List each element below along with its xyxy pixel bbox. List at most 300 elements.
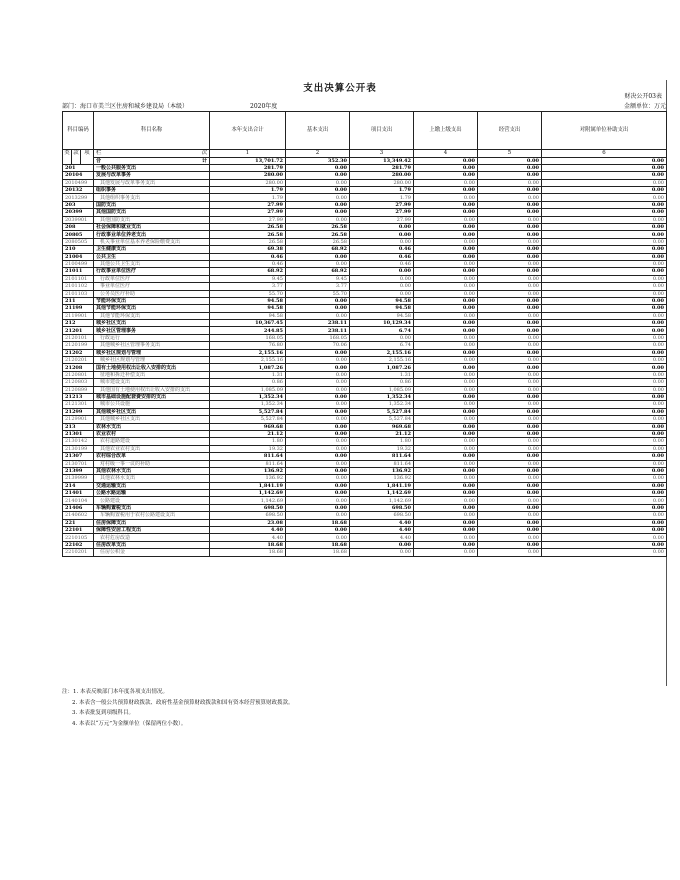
row-value: 27.99	[350, 209, 414, 216]
row-value: 0.00	[542, 179, 667, 186]
total-value: 0.00	[542, 157, 667, 164]
row-value: 0.86	[350, 379, 414, 386]
row-value: 0.00	[286, 187, 350, 194]
row-value: 0.00	[542, 423, 667, 430]
table-row	[63, 312, 667, 319]
row-value: 0.00	[542, 430, 667, 437]
row-value: 0.00	[286, 490, 350, 497]
row-value: 0.00	[350, 275, 414, 282]
row-value: 0.00	[414, 423, 478, 430]
row-value: 1.79	[210, 194, 286, 201]
row-value: 0.00	[414, 342, 478, 349]
row-value: 0.00	[542, 497, 667, 504]
row-value: 0.00	[414, 334, 478, 341]
row-value: 18.68	[210, 549, 286, 556]
row-code: 21307	[63, 453, 94, 460]
row-value: 27.99	[350, 201, 414, 208]
total-ji: 计	[201, 157, 207, 164]
row-value: 0.00	[542, 268, 667, 275]
row-value: 18.68	[286, 549, 350, 556]
row-value: 0.00	[350, 541, 414, 548]
row-value: 0.00	[542, 364, 667, 371]
row-value: 0.00	[414, 260, 478, 267]
index-5: 5	[478, 150, 542, 158]
row-value: 0.00	[542, 386, 667, 393]
row-value: 1.80	[350, 438, 414, 445]
row-value: 0.00	[414, 268, 478, 275]
row-value: 0.00	[478, 194, 542, 201]
row-name: 住房改革支出	[94, 541, 210, 548]
row-value: 0.00	[542, 320, 667, 327]
row-value: 76.80	[210, 342, 286, 349]
row-name: 其他公共卫生支出	[94, 260, 210, 267]
row-name: 节能环保支出	[94, 297, 210, 304]
table-row	[63, 364, 667, 371]
row-value: 0.00	[478, 475, 542, 482]
row-value: 280.00	[350, 179, 414, 186]
table-row	[63, 371, 667, 378]
row-value: 19.32	[210, 445, 286, 452]
row-value: 0.00	[542, 371, 667, 378]
row-value: 811.64	[210, 460, 286, 467]
row-value: 0.00	[350, 268, 414, 275]
row-value: 238.11	[286, 327, 350, 334]
row-value: 136.92	[210, 467, 286, 474]
row-value: 0.00	[478, 179, 542, 186]
row-value: 0.00	[414, 453, 478, 460]
row-value: 0.00	[478, 453, 542, 460]
row-value: 0.00	[286, 401, 350, 408]
row-value: 0.00	[286, 194, 350, 201]
sub-xiang: 项	[81, 150, 94, 165]
row-value: 1,841.19	[210, 482, 286, 489]
row-value: 0.00	[478, 201, 542, 208]
row-value: 1.79	[350, 187, 414, 194]
table-row	[63, 305, 667, 312]
row-value: 0.00	[414, 549, 478, 556]
row-value: 21.12	[210, 430, 286, 437]
row-code: 2119901	[63, 312, 94, 319]
table-row	[63, 504, 667, 511]
row-name: 其他农林水支出	[94, 467, 210, 474]
row-value: 23.08	[210, 519, 286, 526]
row-code: 2139999	[63, 475, 94, 482]
row-value: 0.00	[542, 194, 667, 201]
row-value: 0.00	[478, 460, 542, 467]
table-row	[63, 527, 667, 534]
table-row	[63, 327, 667, 334]
row-value: 0.00	[542, 231, 667, 238]
row-name: 事业单位医疗	[94, 283, 210, 290]
row-value: 10,367.45	[210, 320, 286, 327]
row-value: 5,527.84	[350, 408, 414, 415]
row-value: 0.00	[350, 238, 414, 245]
row-value: 18.68	[286, 519, 350, 526]
row-name: 社会保障和就业支出	[94, 224, 210, 231]
row-code: 21299	[63, 408, 94, 415]
row-value: 0.00	[478, 172, 542, 179]
row-value: 0.00	[414, 379, 478, 386]
table-row	[63, 497, 667, 504]
row-value: 0.00	[414, 194, 478, 201]
row-value: 0.00	[414, 504, 478, 511]
row-value: 0.00	[286, 371, 350, 378]
row-value: 0.00	[414, 534, 478, 541]
row-value: 0.00	[414, 497, 478, 504]
row-code: 20805	[63, 231, 94, 238]
row-value: 168.05	[210, 334, 286, 341]
row-code: 21401	[63, 490, 94, 497]
row-value: 1.31	[210, 371, 286, 378]
row-value: 6.74	[350, 342, 414, 349]
row-value: 1,841.19	[350, 482, 414, 489]
total-row	[63, 157, 667, 164]
row-value: 0.00	[478, 320, 542, 327]
row-value: 0.00	[414, 224, 478, 231]
row-value: 0.00	[478, 534, 542, 541]
total-label	[94, 157, 210, 164]
row-code: 2080505	[63, 238, 94, 245]
row-value: 0.00	[478, 527, 542, 534]
row-code: 20104	[63, 172, 94, 179]
row-value: 0.00	[286, 475, 350, 482]
row-code: 203	[63, 201, 94, 208]
table-row	[63, 475, 667, 482]
table-row	[63, 541, 667, 548]
row-value: 0.00	[414, 349, 478, 356]
row-name: 征地和拆迁补偿支出	[94, 371, 210, 378]
row-value: 0.00	[478, 357, 542, 364]
row-value: 0.46	[350, 260, 414, 267]
row-code: 2120199	[63, 342, 94, 349]
row-value: 0.00	[414, 209, 478, 216]
index-row	[63, 150, 667, 158]
row-name: 其他农业农村支出	[94, 445, 210, 452]
row-value: 0.00	[414, 482, 478, 489]
row-value: 0.00	[414, 438, 478, 445]
row-value: 2,155.16	[350, 349, 414, 356]
row-name: 车辆购置税支出	[94, 504, 210, 511]
row-name: 行政事业单位医疗	[94, 268, 210, 275]
row-value: 0.00	[478, 482, 542, 489]
total-value: 0.00	[478, 157, 542, 164]
row-name: 发展与改革事务	[94, 172, 210, 179]
row-value: 0.00	[286, 423, 350, 430]
row-value: 27.99	[210, 209, 286, 216]
table-row	[63, 453, 667, 460]
row-value: 0.00	[478, 260, 542, 267]
row-value: 0.00	[542, 290, 667, 297]
row-value: 0.00	[350, 290, 414, 297]
row-value: 94.58	[350, 312, 414, 319]
row-value: 26.58	[210, 238, 286, 245]
row-code: 208	[63, 224, 94, 231]
header-subsidy: 对附属单位补助支出	[542, 112, 667, 150]
row-value: 0.00	[478, 290, 542, 297]
note-3: 3. 本表批复到项级科目。	[72, 710, 134, 716]
row-code: 22102	[63, 541, 94, 548]
row-value: 0.00	[478, 401, 542, 408]
row-value: 4.40	[350, 519, 414, 526]
row-value: 1,087.26	[210, 364, 286, 371]
row-name: 保障性安居工程支出	[94, 527, 210, 534]
table-row	[63, 290, 667, 297]
row-value: 1,352.34	[350, 394, 414, 401]
row-value: 0.00	[478, 379, 542, 386]
row-code: 2101103	[63, 290, 94, 297]
index-2: 2	[286, 150, 350, 158]
row-value: 0.00	[542, 283, 667, 290]
row-value: 0.46	[350, 246, 414, 253]
row-code: 2140104	[63, 497, 94, 504]
row-code: 21406	[63, 504, 94, 511]
table-row	[63, 394, 667, 401]
row-value: 2,155.16	[210, 349, 286, 356]
row-value: 0.00	[286, 312, 350, 319]
row-name: 农村道路建设	[94, 438, 210, 445]
header-remit: 上缴上级支出	[414, 112, 478, 150]
form-code: 财决公开03表	[624, 93, 662, 100]
sub-lei: 类	[63, 150, 72, 165]
row-value: 168.05	[286, 334, 350, 341]
row-name: 城市基础设施配套费安排的支出	[94, 394, 210, 401]
total-value: 352.30	[286, 157, 350, 164]
row-value: 27.99	[210, 201, 286, 208]
row-name: 行政单位医疗	[94, 275, 210, 282]
table-row	[63, 512, 667, 519]
row-value: 0.00	[414, 327, 478, 334]
row-code: 2129901	[63, 416, 94, 423]
table-row	[63, 172, 667, 179]
table-row	[63, 283, 667, 290]
row-value: 698.50	[210, 504, 286, 511]
table-row	[63, 260, 667, 267]
row-name: 其他城乡社区支出	[94, 416, 210, 423]
row-code: 20132	[63, 187, 94, 194]
row-value: 0.00	[542, 541, 667, 548]
row-value: 0.00	[542, 534, 667, 541]
row-value: 0.00	[478, 497, 542, 504]
row-value: 0.00	[286, 534, 350, 541]
row-value: 244.85	[210, 327, 286, 334]
row-value: 0.00	[542, 438, 667, 445]
header-operating: 经营支出	[478, 112, 542, 150]
row-value: 0.00	[542, 445, 667, 452]
row-code: 2013299	[63, 194, 94, 201]
row-value: 0.00	[478, 216, 542, 223]
row-value: 0.00	[542, 460, 667, 467]
row-name: 城市公共设施	[94, 401, 210, 408]
row-name: 卫生健康支出	[94, 246, 210, 253]
row-value: 3.77	[286, 283, 350, 290]
row-value: 0.00	[542, 394, 667, 401]
row-value: 0.00	[286, 216, 350, 223]
row-value: 0.00	[286, 209, 350, 216]
row-name: 农业农村	[94, 430, 210, 437]
row-value: 0.00	[414, 187, 478, 194]
row-value: 0.00	[542, 305, 667, 312]
row-value: 0.00	[478, 253, 542, 260]
row-code: 21011	[63, 268, 94, 275]
row-value: 0.00	[542, 275, 667, 282]
row-code: 2140602	[63, 512, 94, 519]
table-row	[63, 423, 667, 430]
row-value: 0.00	[414, 179, 478, 186]
row-value: 0.00	[542, 164, 667, 171]
row-code: 21399	[63, 467, 94, 474]
row-value: 1,352.34	[210, 401, 286, 408]
row-value: 0.00	[478, 364, 542, 371]
row-value: 3.77	[210, 283, 286, 290]
row-name: 住房保障支出	[94, 519, 210, 526]
table-row	[63, 224, 667, 231]
row-value: 0.00	[478, 164, 542, 171]
row-value: 0.00	[414, 290, 478, 297]
row-name: 公共卫生	[94, 253, 210, 260]
row-name: 行政事业单位养老支出	[94, 231, 210, 238]
row-value: 0.00	[542, 527, 667, 534]
row-value: 0.00	[542, 379, 667, 386]
row-value: 0.00	[478, 334, 542, 341]
row-value: 68.92	[286, 268, 350, 275]
index-4: 4	[414, 150, 478, 158]
row-value: 0.00	[286, 349, 350, 356]
row-value: 238.11	[286, 320, 350, 327]
row-value: 0.00	[414, 246, 478, 253]
row-value: 1,085.09	[210, 386, 286, 393]
row-name: 交通运输支出	[94, 482, 210, 489]
row-value: 5,527.84	[350, 416, 414, 423]
row-value: 0.00	[542, 327, 667, 334]
row-value: 69.38	[210, 246, 286, 253]
row-value: 0.00	[414, 201, 478, 208]
row-code: 201	[63, 164, 94, 171]
row-value: 136.92	[350, 475, 414, 482]
row-value: 0.00	[478, 275, 542, 282]
row-code: 2210105	[63, 534, 94, 541]
department-name: 部门：海口市美兰区住房和城乡建设局（本级）	[62, 103, 189, 110]
index-label	[94, 150, 210, 158]
row-value: 0.00	[478, 297, 542, 304]
row-value: 0.00	[414, 394, 478, 401]
row-value: 281.79	[210, 164, 286, 171]
row-value: 0.00	[542, 349, 667, 356]
row-code: 211	[63, 297, 94, 304]
row-value: 0.00	[414, 475, 478, 482]
row-value: 280.00	[210, 172, 286, 179]
row-value: 136.92	[350, 467, 414, 474]
amount-unit: 金额单位：万元	[623, 103, 666, 110]
row-code: 21004	[63, 253, 94, 260]
row-value: 0.00	[286, 527, 350, 534]
row-code: 20399	[63, 209, 94, 216]
row-code: 213	[63, 423, 94, 430]
row-value: 0.00	[542, 475, 667, 482]
table-row	[63, 216, 667, 223]
row-value: 0.00	[414, 371, 478, 378]
row-value: 0.00	[478, 187, 542, 194]
row-value: 1,142.69	[210, 490, 286, 497]
row-value: 0.00	[478, 394, 542, 401]
row-value: 0.00	[414, 283, 478, 290]
row-value: 280.00	[350, 172, 414, 179]
row-code: 2210201	[63, 549, 94, 556]
row-value: 811.64	[350, 453, 414, 460]
row-value: 0.00	[286, 416, 350, 423]
row-name: 其他节能环保支出	[94, 305, 210, 312]
row-value: 0.00	[286, 438, 350, 445]
row-value: 94.58	[350, 297, 414, 304]
row-name: 国有土地使用权出让收入安排的支出	[94, 364, 210, 371]
header-total: 本年支出合计	[210, 112, 286, 150]
row-value: 698.50	[210, 512, 286, 519]
table-row	[63, 268, 667, 275]
row-name: 对村级一事一议的补助	[94, 460, 210, 467]
row-value: 0.00	[414, 216, 478, 223]
row-value: 0.00	[542, 519, 667, 526]
row-value: 0.00	[542, 260, 667, 267]
table-row	[63, 490, 667, 497]
row-value: 0.00	[542, 209, 667, 216]
row-value: 0.00	[414, 430, 478, 437]
row-code: 21213	[63, 394, 94, 401]
row-value: 0.00	[286, 467, 350, 474]
row-value: 969.68	[210, 423, 286, 430]
row-value: 0.00	[542, 401, 667, 408]
row-value: 0.00	[478, 283, 542, 290]
row-code: 2010499	[63, 179, 94, 186]
row-value: 0.00	[414, 460, 478, 467]
row-value: 0.00	[414, 164, 478, 171]
row-value: 0.00	[542, 253, 667, 260]
row-code: 2120801	[63, 371, 94, 378]
row-value: 0.00	[286, 512, 350, 519]
row-name: 公路建设	[94, 497, 210, 504]
row-value: 55.70	[286, 290, 350, 297]
row-code: 2120201	[63, 357, 94, 364]
row-value: 0.00	[286, 497, 350, 504]
row-value: 1,085.09	[350, 386, 414, 393]
table-row	[63, 342, 667, 349]
row-value: 0.00	[478, 238, 542, 245]
row-name: 行政运行	[94, 334, 210, 341]
table-row	[63, 246, 667, 253]
table-row	[63, 297, 667, 304]
row-value: 0.00	[414, 364, 478, 371]
row-value: 0.00	[286, 445, 350, 452]
table-row	[63, 179, 667, 186]
row-value: 18.68	[210, 541, 286, 548]
row-value: 0.00	[414, 231, 478, 238]
row-value: 0.00	[478, 416, 542, 423]
row-name: 农村综合改革	[94, 453, 210, 460]
row-name: 公务员医疗补助	[94, 290, 210, 297]
row-value: 0.00	[478, 268, 542, 275]
row-code: 21208	[63, 364, 94, 371]
table-row	[63, 460, 667, 467]
row-code: 2101101	[63, 275, 94, 282]
table-row	[63, 201, 667, 208]
row-code: 22101	[63, 527, 94, 534]
row-name: 城乡社区管理事务	[94, 327, 210, 334]
note-2: 2. 本表含一般公共预算财政拨款、政府性基金预算财政拨款和国有资本经营预算财政拨款。	[72, 699, 294, 706]
row-value: 0.00	[542, 187, 667, 194]
table-row	[63, 445, 667, 452]
row-value: 5,527.84	[210, 408, 286, 415]
row-value: 0.00	[414, 297, 478, 304]
report-title: 支出决算公开表	[303, 83, 377, 94]
table-row	[63, 187, 667, 194]
